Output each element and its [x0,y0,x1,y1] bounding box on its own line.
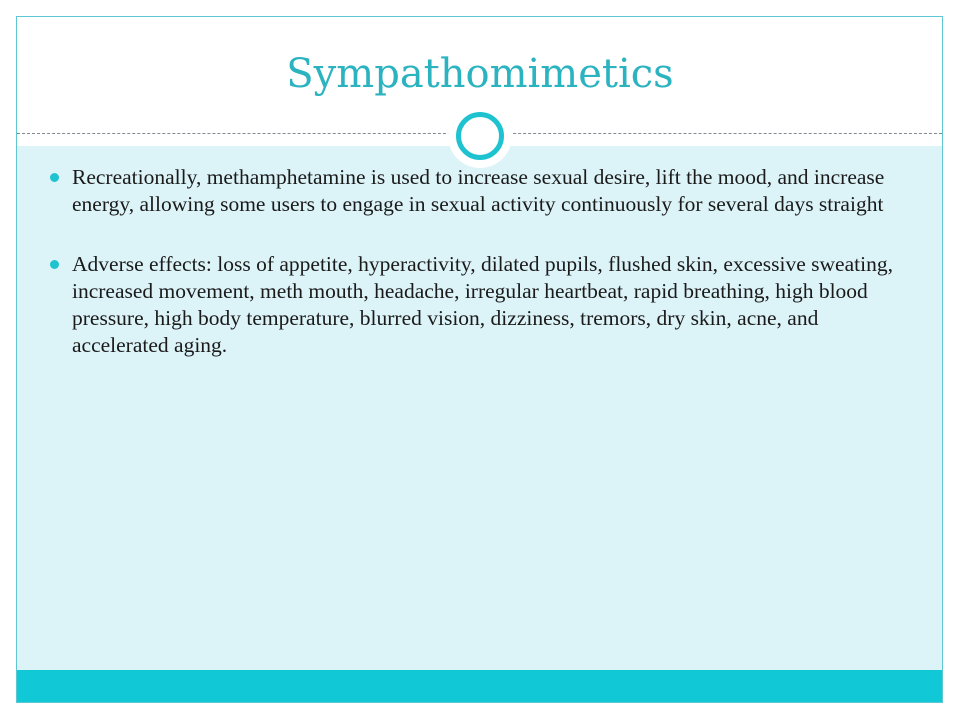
bullet-list [50,164,910,392]
bullet-item [50,251,910,359]
bullet-text: Recreationally, methamphetamine is used to increase sexual desire, lift the mood, and increase energy, allowing some users to engage in sexual activity continuously for several days straight [72,165,885,216]
slide-title: Sympathomimetics [286,51,674,97]
bullet-dot-icon [50,260,59,269]
ring-circle-icon [456,112,504,160]
bullet-dot-icon [50,173,59,182]
bullet-text: Adverse effects: loss of appetite, hyperactivity, dilated pupils, flushed skin, excessive sweating, increased movement, meth mouth, headache, irregular heartbeat, rapid breathing, high blood pressure, high body temperature, blurred vision, dizziness, tremors, dry skin, acne, and accelerated aging. [72,252,893,357]
bullet-item [50,164,910,218]
